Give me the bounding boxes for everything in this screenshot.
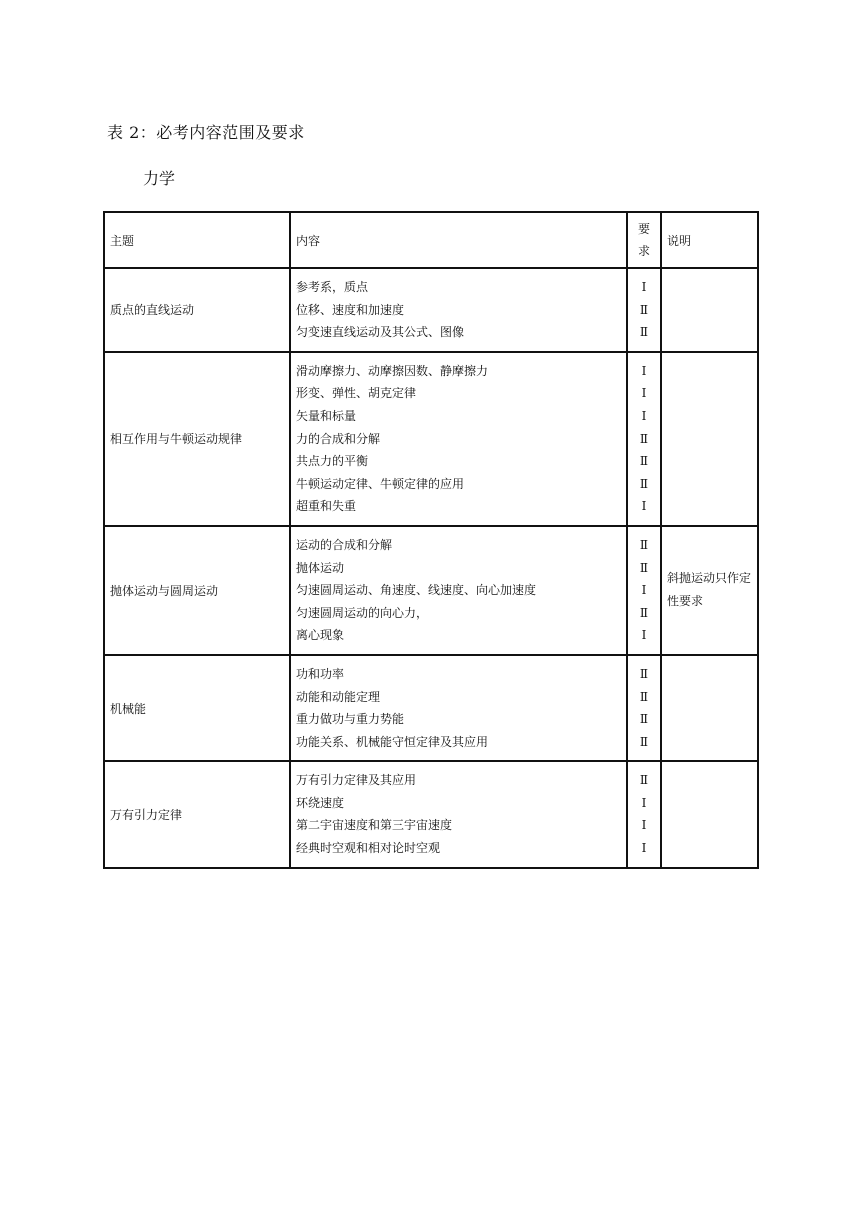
- content-item: 离心现象: [296, 628, 345, 643]
- requirement-level: Ⅱ: [639, 689, 649, 704]
- content-item: 抛体运动: [296, 560, 345, 575]
- requirement-level: Ⅰ: [641, 628, 647, 643]
- content-list: [296, 762, 621, 866]
- content-cell: [290, 761, 627, 867]
- requirement-level: Ⅰ: [641, 841, 647, 856]
- requirement-level: Ⅰ: [641, 818, 647, 833]
- note-cell: [661, 761, 758, 867]
- requirement-level: Ⅱ: [639, 476, 649, 491]
- requirement-list: [628, 353, 660, 525]
- content-item: 滑动摩擦力、动摩擦因数、静摩擦力: [296, 363, 489, 378]
- content-item: 力的合成和分解: [296, 431, 381, 446]
- content-item: 环绕速度: [296, 795, 345, 810]
- content-item: 匀速圆周运动、角速度、线速度、向心加速度: [296, 583, 537, 598]
- content-item: 形变、弹性、胡克定律: [296, 386, 417, 401]
- topic-cell: 机械能: [104, 655, 290, 761]
- table-row: [104, 526, 758, 655]
- content-item: 牛顿运动定律、牛顿定律的应用: [296, 476, 465, 491]
- requirement-level: Ⅱ: [639, 734, 649, 749]
- requirement-level: Ⅱ: [639, 431, 649, 446]
- requirement-level: Ⅱ: [639, 605, 649, 620]
- requirement-cell: [627, 761, 661, 867]
- requirement-level: Ⅱ: [639, 712, 649, 727]
- content-list: [296, 527, 621, 654]
- requirement-cell: [627, 352, 661, 526]
- note-cell: [661, 268, 758, 352]
- content-item: 经典时空观和相对论时空观: [296, 841, 441, 856]
- content-cell: [290, 526, 627, 655]
- content-item: 共点力的平衡: [296, 454, 369, 469]
- header-topic: 主题: [104, 212, 290, 268]
- header-requirement-2: 求: [637, 244, 650, 258]
- note-cell: [661, 655, 758, 761]
- requirement-level: Ⅱ: [639, 773, 649, 788]
- header-row: [104, 212, 758, 268]
- requirement-level: Ⅰ: [641, 499, 647, 514]
- requirement-list: [628, 656, 660, 760]
- header-content: 内容: [290, 212, 627, 268]
- topic-cell: 万有引力定律: [104, 761, 290, 867]
- table-body: [104, 212, 758, 868]
- header-requirement: [627, 212, 661, 268]
- content-list: [296, 269, 621, 351]
- content-item: 矢量和标量: [296, 408, 357, 423]
- table-row: [104, 655, 758, 761]
- content-item: 功能关系、机械能守恒定律及其应用: [296, 734, 489, 749]
- note-cell: [661, 352, 758, 526]
- content-list: [296, 353, 621, 525]
- section-subtitle: 力学: [143, 169, 176, 188]
- table-row: [104, 352, 758, 526]
- table-title: 表 2：必考内容范围及要求: [107, 123, 305, 142]
- content-item: 第二宇宙速度和第三宇宙速度: [296, 818, 453, 833]
- requirement-level: Ⅱ: [639, 666, 649, 681]
- requirement-cell: [627, 655, 661, 761]
- requirement-level: Ⅱ: [639, 537, 649, 552]
- content-item: 运动的合成和分解: [296, 537, 393, 552]
- content-item: 重力做功与重力势能: [296, 712, 405, 727]
- requirements-table: [103, 211, 759, 869]
- content-cell: [290, 655, 627, 761]
- requirement-list: [628, 762, 660, 866]
- requirement-level: Ⅱ: [639, 325, 649, 340]
- content-list: [296, 656, 621, 760]
- content-cell: [290, 352, 627, 526]
- content-item: 参考系，质点: [296, 280, 369, 294]
- content-item: 位移、速度和加速度: [296, 302, 405, 317]
- table-row: [104, 761, 758, 867]
- topic-cell: 相互作用与牛顿运动规律: [104, 352, 290, 526]
- requirement-level: Ⅰ: [641, 280, 647, 294]
- header-note: 说明: [661, 212, 758, 268]
- content-item: 超重和失重: [296, 499, 357, 514]
- requirement-level: Ⅰ: [641, 408, 647, 423]
- requirement-level: Ⅱ: [639, 302, 649, 317]
- requirement-list: [628, 269, 660, 351]
- requirement-level: Ⅱ: [639, 560, 649, 575]
- topic-cell: 抛体运动与圆周运动: [104, 526, 290, 655]
- content-item: 万有引力定律及其应用: [296, 773, 417, 788]
- content-item: 动能和动能定理: [296, 689, 381, 704]
- requirement-list: [628, 527, 660, 654]
- requirement-level: Ⅰ: [641, 386, 647, 401]
- requirement-level: Ⅰ: [641, 363, 647, 378]
- content-item: 功和功率: [296, 666, 345, 681]
- topic-cell: 质点的直线运动: [104, 268, 290, 352]
- content-item: 匀速圆周运动的向心力，: [296, 605, 429, 620]
- requirement-cell: [627, 526, 661, 655]
- note-cell: 斜抛运动只作定性要求: [661, 526, 758, 655]
- table-row: [104, 268, 758, 352]
- content-cell: [290, 268, 627, 352]
- header-requirement-1: 要: [637, 222, 650, 236]
- content-item: 匀变速直线运动及其公式、图像: [296, 325, 465, 340]
- requirement-cell: [627, 268, 661, 352]
- requirement-level: Ⅰ: [641, 583, 647, 598]
- requirement-level: Ⅱ: [639, 454, 649, 469]
- requirement-level: Ⅰ: [641, 795, 647, 810]
